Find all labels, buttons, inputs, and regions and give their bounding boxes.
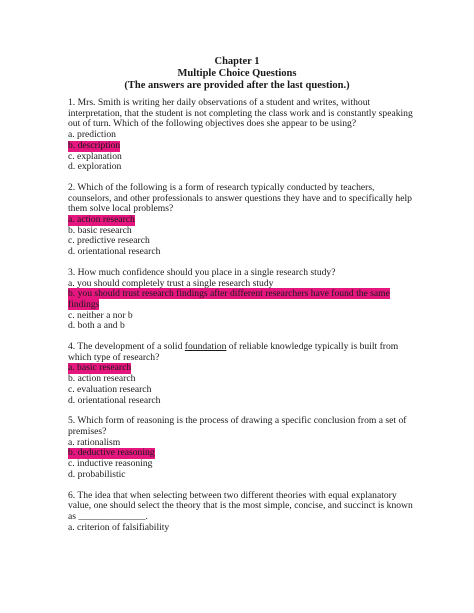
- option-a: a. prediction: [68, 129, 116, 141]
- question-list: [68, 98, 418, 543]
- underlined-word: foundation: [184, 341, 227, 353]
- option-d: d. orientational research: [68, 394, 161, 406]
- question-5: [68, 416, 418, 480]
- question-1: [68, 98, 418, 173]
- question-2: [68, 183, 418, 258]
- option-b-highlighted: b. deductive reasoning: [68, 447, 155, 459]
- option-b: b. basic research: [68, 224, 132, 236]
- question-text: 4. The development of a solid foundation of reliable knowledge typically is built from which type of research?: [68, 341, 399, 363]
- question-text: 2. Which of the following is a form of research typically conducted by teachers, counselors, and other professionals to answer questions they have and to specifically help them solve local problems?: [68, 181, 412, 215]
- question-text: 6. The idea that when selecting between two different theories with equal explanatory value, one should select the theory that is the most simple, concise, and succinct is known as ______________.: [68, 489, 413, 522]
- option-c: c. predictive research: [68, 235, 150, 247]
- answers-note: (The answers are provided after the last question.): [124, 80, 350, 91]
- option-a: a. criterion of falsifiability: [68, 521, 170, 533]
- question-text: 3. How much confidence should you place in a single research study?: [68, 266, 336, 278]
- option-a: a. rationalism: [68, 436, 121, 448]
- option-a: a. you should completely trust a single research study: [68, 277, 274, 289]
- option-d: d. both a and b: [68, 320, 125, 332]
- question-3: [68, 268, 418, 332]
- option-c: c. evaluation research: [68, 383, 152, 395]
- section-title: Multiple Choice Questions: [177, 68, 297, 79]
- document-header: [0, 56, 474, 92]
- option-b-highlighted: b. description: [68, 139, 121, 151]
- option-d: d. probabilistic: [68, 468, 126, 480]
- option-a-highlighted: a. action research: [68, 214, 135, 226]
- option-a-highlighted: a. basic research: [68, 362, 132, 374]
- question-text: 1. Mrs. Smith is writing her daily observations of a student and writes, without interpretation, that the student is not completing the class work and is constantly speaking out of turn. Which of the following objectives does she appear to be using?: [68, 97, 413, 130]
- question-4: [68, 342, 418, 406]
- option-d: d. exploration: [68, 161, 122, 173]
- question-6: [68, 491, 418, 534]
- option-b-highlighted: b. you should trust research findings after different researchers have found the same findings: [68, 288, 390, 310]
- option-b: b. action research: [68, 373, 136, 385]
- option-c: c. inductive reasoning: [68, 458, 153, 470]
- question-text: 5. Which form of reasoning is the process of drawing a specific conclusion from a set of premises?: [68, 415, 407, 437]
- option-d: d. orientational research: [68, 246, 161, 258]
- chapter-heading: Chapter 1: [214, 56, 260, 67]
- option-c: c. explanation: [68, 150, 122, 162]
- option-c: c. neither a nor b: [68, 309, 133, 321]
